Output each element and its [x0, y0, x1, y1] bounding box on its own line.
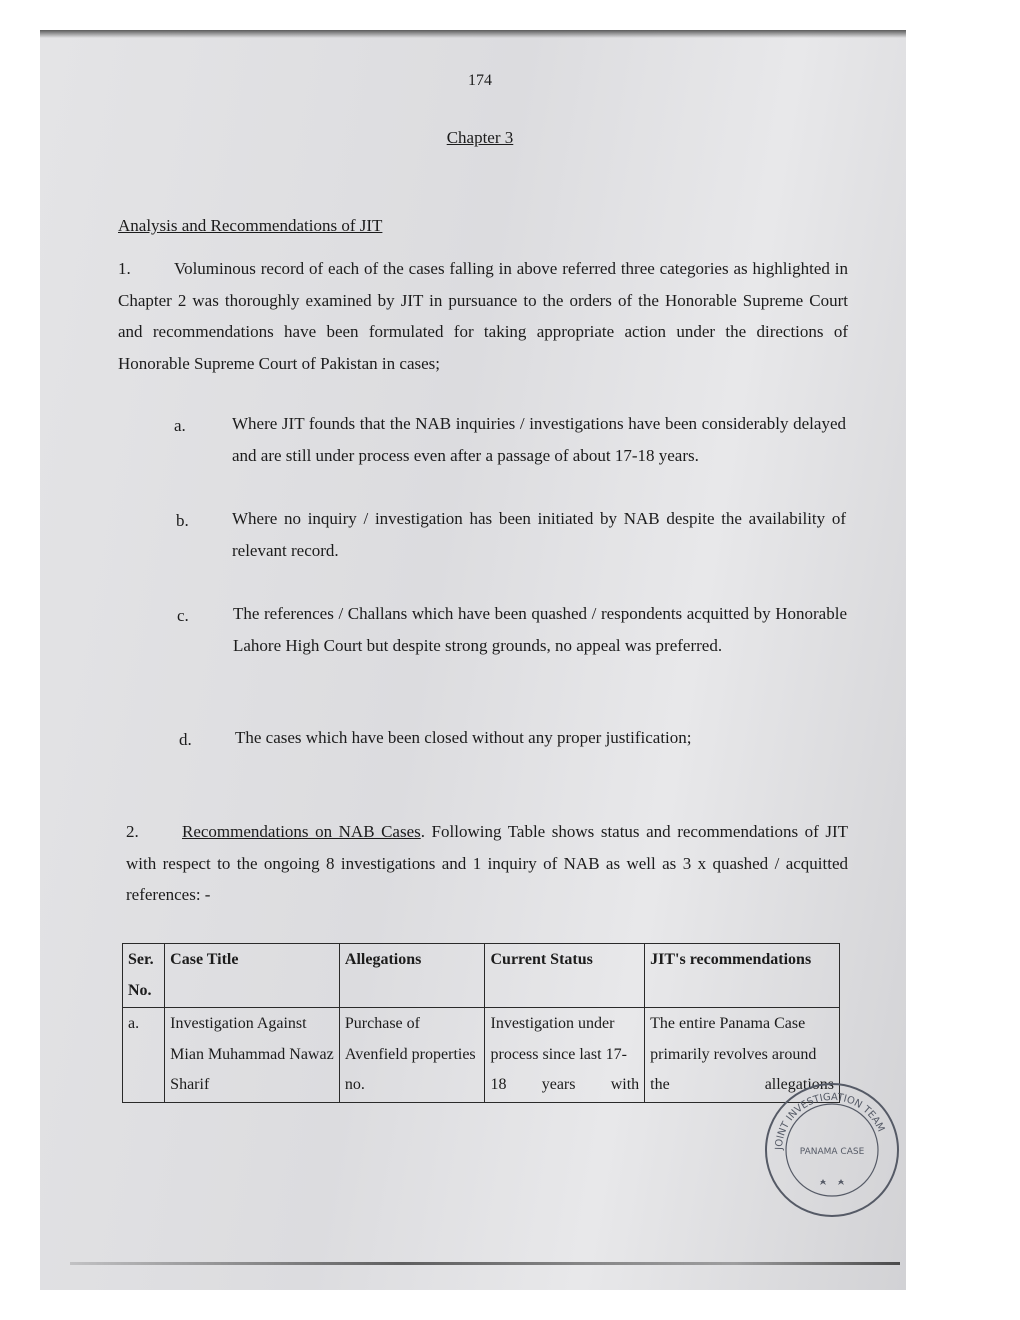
page-number: 174	[468, 72, 492, 89]
paragraph-1-number: 1.	[118, 259, 131, 278]
item-a-letter: a.	[174, 416, 186, 435]
item-b-letter: b.	[176, 511, 189, 530]
paragraph-2-number: 2.	[126, 822, 139, 841]
table-row	[123, 1008, 840, 1103]
official-stamp	[762, 1080, 902, 1220]
header-case-title: Case Title	[165, 944, 340, 1008]
item-d-letter: d.	[179, 730, 192, 749]
table-header-row	[123, 944, 840, 1008]
cell-current-status: Investigation under process since last 17-18 years with	[485, 1008, 645, 1103]
item-c-text: The references / Challans which have been quashed / respondents acquitted by Honorable Lahore High Court but despite strong grounds, no appeal was preferred.	[233, 604, 847, 655]
stamp-top-text: JOINT INVESTIGATION TEAM	[773, 1091, 887, 1151]
item-a-text: Where JIT founds that the NAB inquiries / investigations have been considerably delayed and are still under process even after a passage of about 17-18 years.	[232, 414, 846, 465]
paragraph-2-heading: Recommendations on NAB Cases	[182, 822, 421, 841]
cell-ser: a.	[123, 1008, 165, 1103]
document-page	[40, 30, 906, 1290]
header-allegations: Allegations	[339, 944, 485, 1008]
cell-allegations: Purchase of Avenfield properties no.	[339, 1008, 485, 1103]
paragraph-1-text: Voluminous record of each of the cases falling in above referred three categories as highlighted in Chapter 2 was thoroughly examined by JIT in pursuance to the orders of the Honorable Supreme Court and recommendations have been formulated for taking appropriate action under the directions of Honorable Supreme Court of Pakistan in cases;	[118, 259, 848, 373]
cell-recommendations: The entire Panama Case primarily revolves around the allegations	[645, 1008, 840, 1103]
nab-cases-table	[122, 943, 840, 1103]
chapter-title: Chapter 3	[446, 128, 514, 147]
header-ser-no: Ser. No.	[123, 944, 165, 1008]
header-current-status: Current Status	[485, 944, 645, 1008]
item-c-letter: c.	[177, 606, 189, 625]
item-d-text: The cases which have been closed without any proper justification;	[235, 728, 692, 747]
cell-case-title: Investigation Against Mian Muhammad Nawaz Sharif	[165, 1008, 340, 1103]
paragraph-2-text: . Following Table shows status and recommendations of JIT with respect to the ongoing 8 investigations and 1 inquiry of NAB as well as 3 x quashed / acquitted references: -	[126, 822, 848, 904]
paragraph-1	[118, 253, 848, 379]
section-heading: Analysis and Recommendations of JIT	[118, 216, 383, 235]
scan-artifact-line	[70, 1262, 900, 1265]
header-jit-recommendations: JIT's recommendations	[645, 944, 840, 1008]
paragraph-2	[126, 816, 848, 911]
item-b-text: Where no inquiry / investigation has been initiated by NAB despite the availability of relevant record.	[232, 509, 846, 560]
stamp-star-icon	[820, 1179, 844, 1185]
stamp-middle-text: PANAMA CASE	[799, 1147, 865, 1157]
